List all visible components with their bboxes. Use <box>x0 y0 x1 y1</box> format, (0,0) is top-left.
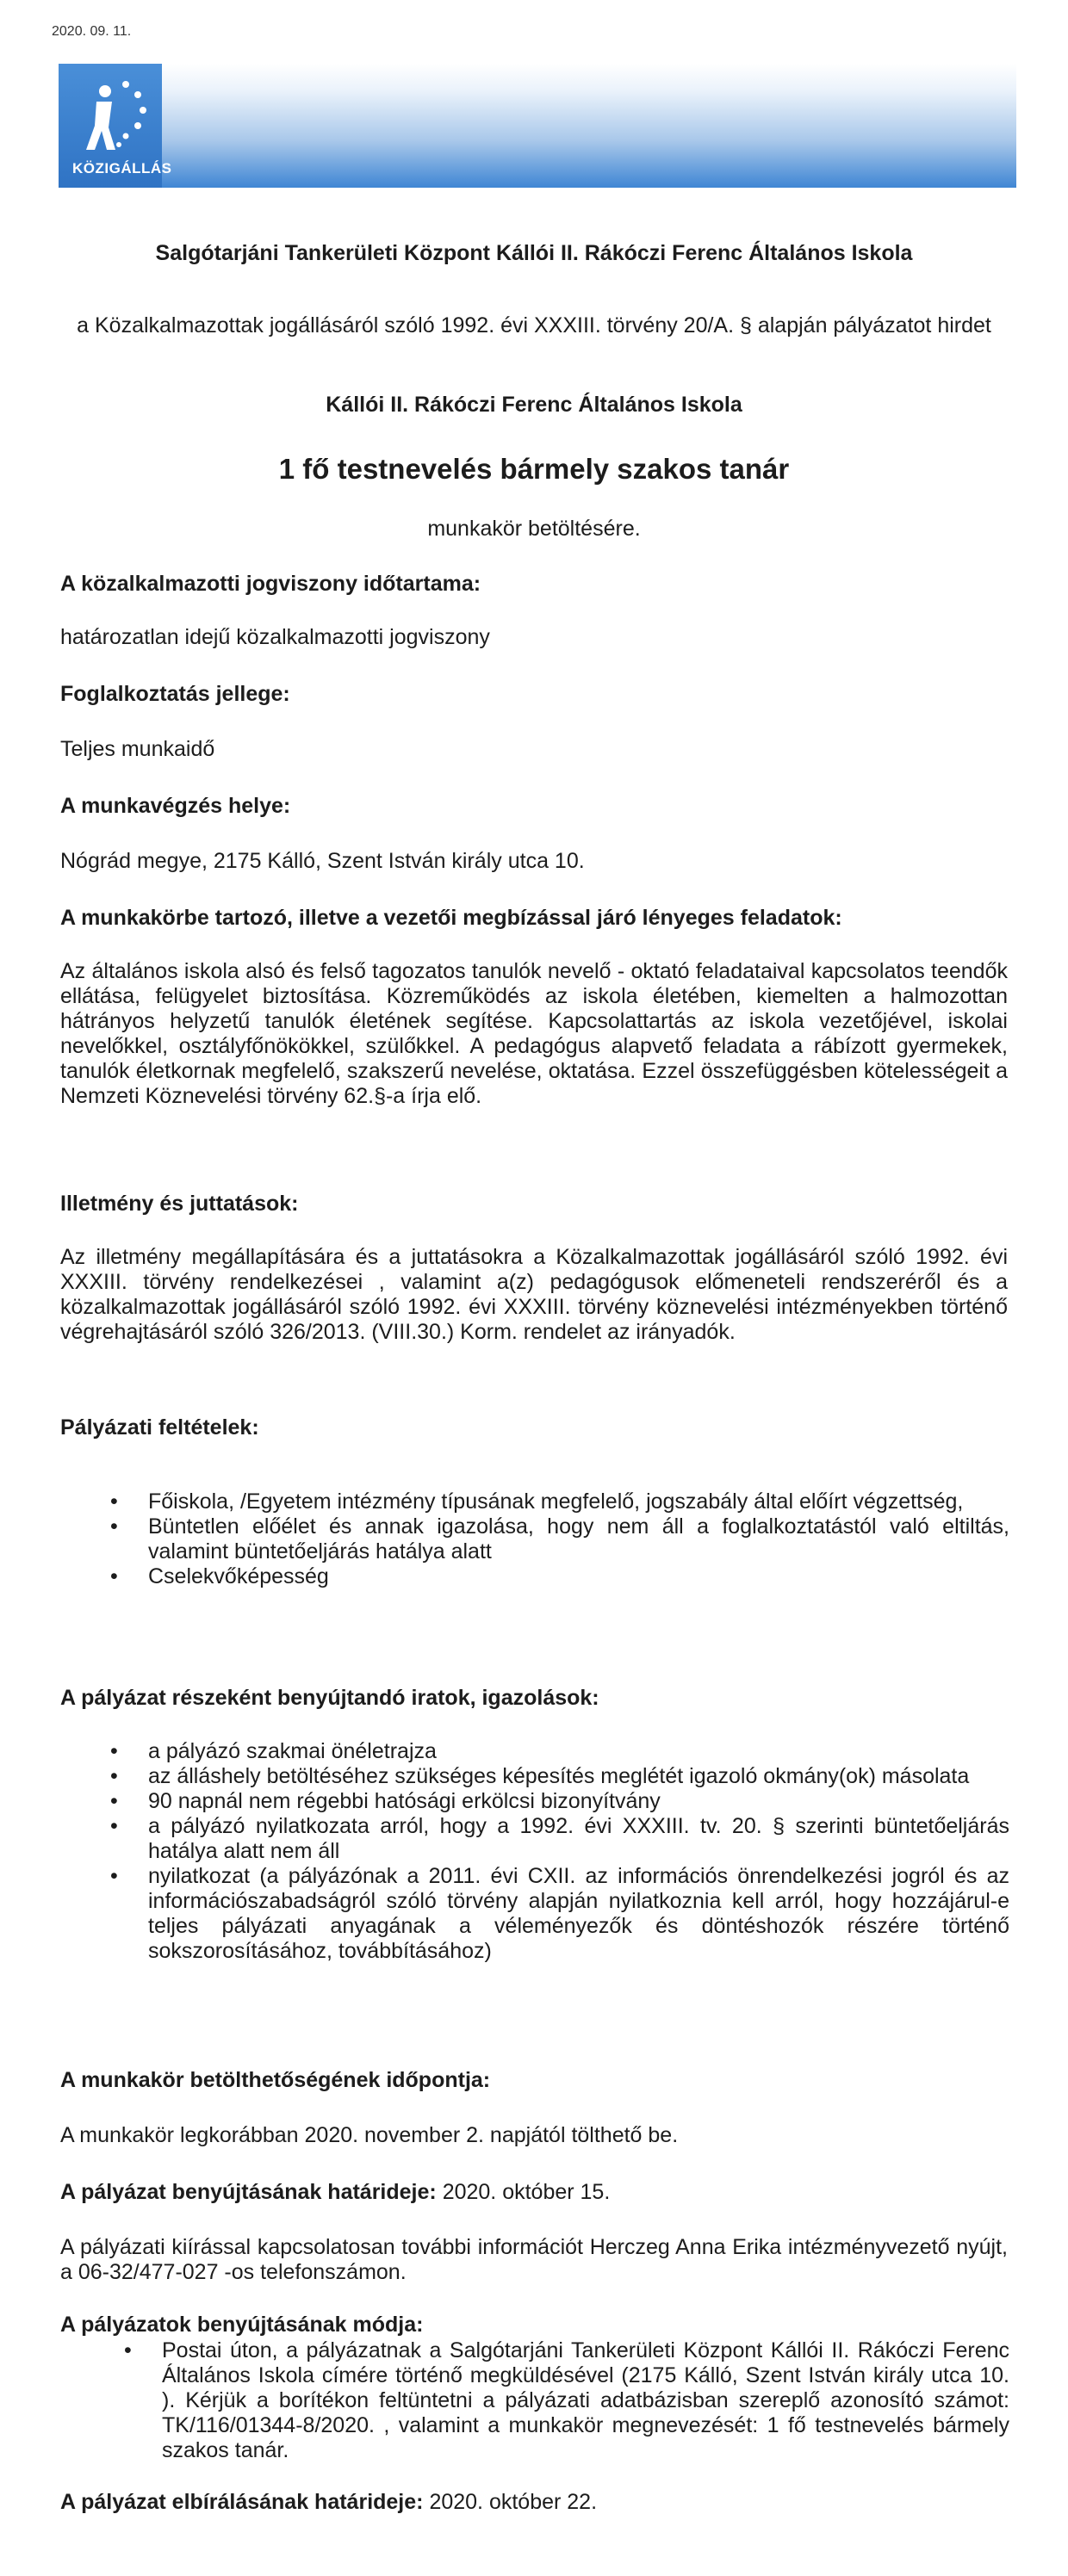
evaluation-deadline-label: A pályázat elbírálásának határideje: <box>60 2490 424 2514</box>
requirements-list <box>110 1489 1009 1589</box>
employment-text: Teljes munkaidő <box>60 737 215 761</box>
start-text: A munkakör legkorábban 2020. november 2. napjától tölthető be. <box>60 2123 679 2147</box>
kozigallas-logo <box>59 64 172 188</box>
bullet-icon: • <box>110 1564 118 1588</box>
list-item: • Cselekvőképesség <box>110 1564 329 1588</box>
submission-method-list <box>124 2338 1009 2463</box>
list-item: • a pályázó nyilatkozata arról, hogy a 1992. évi XXXIII. tv. 20. § szerinti büntetőeljárás hatálya alatt nem áll <box>110 1814 1009 1863</box>
kozigallas-banner <box>59 64 1016 188</box>
location-heading: A munkavégzés helye: <box>60 794 291 818</box>
duties-heading: A munkakörbe tartozó, illetve a vezetői megbízással járó lényeges feladatok: <box>60 906 842 930</box>
evaluation-deadline-value: 2020. október 22. <box>429 2490 598 2514</box>
list-item: • nyilatkozat (a pályázónak a 2011. évi CXII. az információs önrendelkezési jogról és az információszabadságról szóló törvény alapján nyilatkoznia kell arról, hogy hozzájárul-e teljes pályázati anyagának a véleményezők és döntéshozók részére történő sokszorosításához, továbbításához) <box>110 1864 1009 1963</box>
list-item: • 90 napnál nem régebbi hatósági erkölcsi bizonyítvány <box>110 1789 661 1813</box>
duration-text: határozatlan idejű közalkalmazotti jogviszony <box>60 625 490 649</box>
position-subtitle: munkakör betöltésére. <box>427 517 641 541</box>
bullet-icon: • <box>110 1814 118 1838</box>
submission-deadline-label: A pályázat benyújtásának határideje: <box>60 2180 437 2204</box>
kozigallas-logo-icon <box>71 76 150 153</box>
bullet-icon: • <box>110 1789 118 1813</box>
bullet-icon: • <box>124 2338 132 2362</box>
start-heading: A munkakör betölthetőségének időpontja: <box>60 2068 491 2092</box>
info-text: A pályázati kiírással kapcsolatosan további információt Herczeg Anna Erika intézményvezető nyújt, a 06-32/477-027 -os telefonszámon. <box>60 2235 1008 2284</box>
duration-heading: A közalkalmazotti jogviszony időtartama: <box>60 572 481 596</box>
list-item: • Postai úton, a pályázatnak a Salgótarjáni Tankerületi Központ Kállói II. Rákóczi Ferenc Általános Iskola címére történő megküldésével (2175 Kálló, Szent István király utca 10. ). Kérjük a borítékon feltüntetni a pályázati adatbázisban szereplő azonosító számot: TK/116/01344-8/2020. , valamint a munkakör megnevezését: 1 fő testnevelés bármely szakos tanár. <box>124 2338 1009 2462</box>
list-item: • a pályázó szakmai önéletrajza <box>110 1739 437 1763</box>
duties-text: Az általános iskola alsó és felső tagozatos tanulók nevelő - oktató feladataival kapcsolatos teendők ellátása, felügyelet biztosítása. Közreműködés az iskola életében, kiemelten a halmozottan hátrányos helyzetű tanulók életének segítése. Kapcsolattartás az iskola vezetőjével, iskolai nevelőkkel, osztályfőnökökkel, szülőkkel. A pedagógus alapvető feladata a rábízott gyermekek, tanulók életkornak megfelelő, szakszerű nevelése, oktatása. Ezzel összefüggésben kötelességeit a Nemzeti Köznevelési törvény 62.§-a írja elő. <box>60 959 1008 1108</box>
logo-label: KÖZIGÁLLÁS <box>72 160 172 176</box>
submission-deadline <box>60 2180 1008 2205</box>
submission-method-heading: A pályázatok benyújtásának módja: <box>60 2313 424 2337</box>
employment-heading: Foglalkoztatás jellege: <box>60 682 290 706</box>
bullet-icon: • <box>110 1514 118 1539</box>
organization-name: Salgótarjáni Tankerületi Központ Kállói II. Rákóczi Ferenc Általános Iskola <box>155 241 913 265</box>
bullet-icon: • <box>110 1739 118 1763</box>
school-name: Kállói II. Rákóczi Ferenc Általános Iskola <box>326 393 742 417</box>
bullet-icon: • <box>110 1864 118 1888</box>
documents-list <box>110 1739 1009 1964</box>
location-text: Nógrád megye, 2175 Kálló, Szent István király utca 10. <box>60 849 585 873</box>
bullet-icon: • <box>110 1764 118 1788</box>
document-date: 2020. 09. 11. <box>52 24 132 39</box>
salary-text: Az illetmény megállapítására és a juttatásokra a Közalkalmazottak jogállásáról szóló 1992. évi XXXIII. törvény rendelkezései , valamint a(z) pedagógusok előmeneteli rendszeréről és a közalkalmazottak jogállásáról szóló 1992. évi XXXIII. törvény köznevelési intézményekben történő végrehajtásáról szóló 326/2013. (VIII.30.) Korm. rendelet az irányadók. <box>60 1245 1008 1344</box>
documents-heading: A pályázat részeként benyújtandó iratok, igazolások: <box>60 1686 599 1710</box>
position-title: 1 fő testnevelés bármely szakos tanár <box>278 453 790 485</box>
salary-heading: Illetmény és juttatások: <box>60 1192 299 1216</box>
list-item: • Főiskola, /Egyetem intézmény típusának megfelelő, jogszabály által előírt végzettség, <box>110 1489 964 1514</box>
list-item: • Büntetlen előélet és annak igazolása, hogy nem áll a foglalkoztatástól való eltiltás, valamint büntetőeljárás hatálya alatt <box>110 1514 1009 1564</box>
bullet-icon: • <box>110 1489 118 1514</box>
intro-text: a Közalkalmazottak jogállásáról szóló 1992. évi XXXIII. törvény 20/A. § alapján pályázatot hirdet <box>77 313 991 337</box>
list-item: • az álláshely betöltéséhez szükséges képesítés meglétét igazoló okmány(ok) másolata <box>110 1764 970 1788</box>
evaluation-deadline <box>60 2490 1008 2515</box>
requirements-heading: Pályázati feltételek: <box>60 1415 259 1440</box>
submission-deadline-value: 2020. október 15. <box>442 2180 611 2204</box>
